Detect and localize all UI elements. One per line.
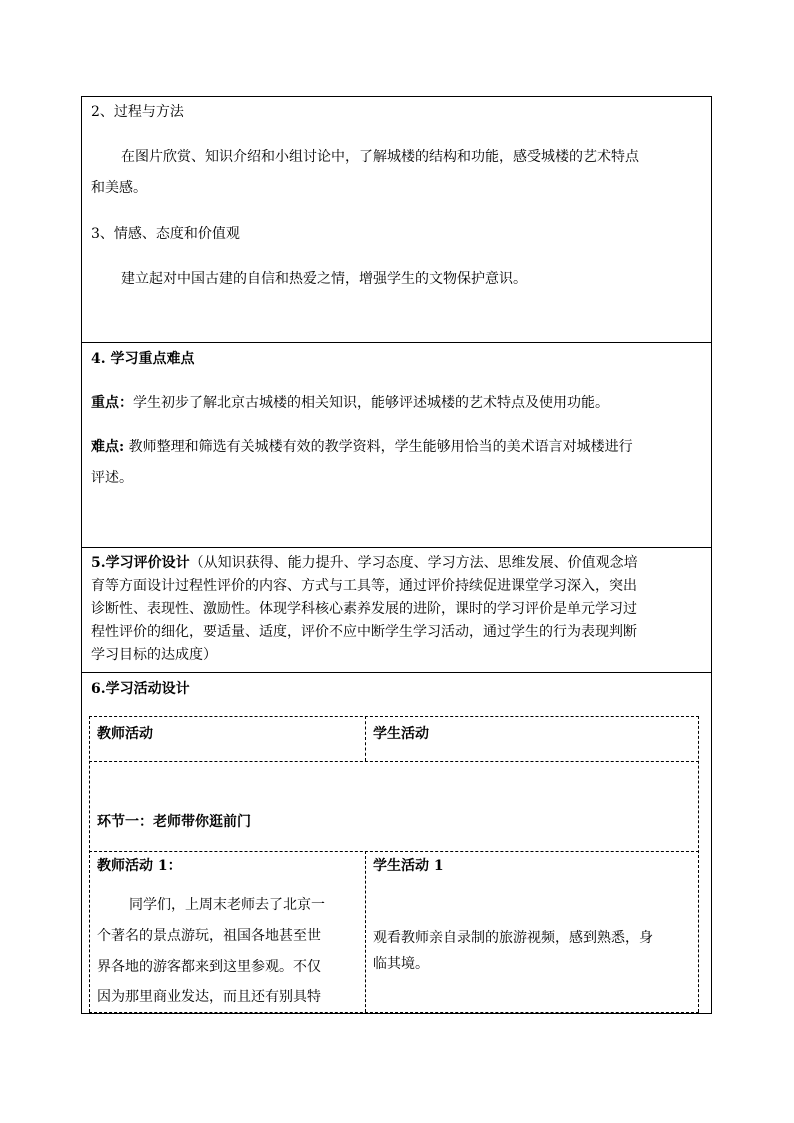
- key-text: 学生初步了解北京古城楼的相关知识，能够评述城楼的艺术特点及使用功能。: [133, 395, 609, 411]
- emotion-heading: 3、情感、态度和价值观: [91, 226, 240, 242]
- difficulty-line1: [91, 440, 633, 454]
- row-divider: [82, 342, 711, 343]
- student-activity-title: 学生活动 1: [373, 858, 444, 874]
- dashed-rule: [89, 851, 699, 852]
- teacher-column-header: 教师活动: [97, 726, 153, 742]
- student-text-line1: 观看教师亲自录制的旅游视频，感到熟悉，身: [373, 930, 653, 946]
- difficulty-label: 难点:: [91, 439, 125, 455]
- dashed-rule: [365, 716, 366, 761]
- stage1-title: 环节一：老师带你逛前门: [97, 814, 251, 830]
- activity-heading: 6.学习活动设计: [91, 681, 190, 697]
- process-heading: 2、过程与方法: [91, 104, 184, 120]
- evaluation-line5: 学习目标的达成度）: [91, 647, 217, 663]
- student-column-header: 学生活动: [373, 726, 429, 742]
- evaluation-heading: 5.学习评价设计: [91, 555, 190, 571]
- key-points-heading: 4. 学习重点难点: [91, 351, 195, 367]
- evaluation-line2: 育等方面设计过程性评价的内容、方式与工具等，通过评价持续促进课堂学习深入，突出: [91, 578, 637, 594]
- activity-table: [89, 713, 699, 1013]
- key-label: 重点：: [91, 395, 133, 411]
- process-line1: 在图片欣赏、知识介绍和小组讨论中，了解城楼的结构和功能，感受城楼的艺术特点: [121, 149, 639, 165]
- row-divider: [82, 672, 711, 673]
- evaluation-line1: [91, 556, 638, 570]
- teacher-text-line4: 因为那里商业发达，而且还有别具特: [97, 989, 321, 1005]
- evaluation-line4: 程性评价的细化，要适量、适度，评价不应中断学生学习活动，通过学生的行为表现判断: [91, 624, 637, 640]
- dashed-rule: [89, 716, 699, 717]
- row-divider: [82, 547, 711, 548]
- dashed-rule: [89, 761, 699, 762]
- teacher-text-line2: 个著名的景点游玩，祖国各地甚至世: [97, 928, 321, 944]
- key-point-line: [91, 396, 609, 410]
- dashed-rule: [89, 716, 90, 1012]
- emotion-line1: 建立起对中国古建的自信和热爱之情，增强学生的文物保护意识。: [121, 271, 527, 287]
- evaluation-intro: （从知识获得、能力提升、学习态度、学习方法、思维发展、价值观念培: [189, 555, 638, 571]
- difficulty-text: 教师整理和筛选有关城楼有效的教学资料，学生能够用恰当的美术语言对城楼进行: [124, 439, 633, 455]
- teacher-text-line1: 同学们，上周末老师去了北京一: [129, 897, 325, 913]
- process-line2: 和美感。: [91, 180, 147, 196]
- dashed-rule: [365, 851, 366, 1012]
- dashed-rule: [89, 1012, 699, 1013]
- difficulty-line2: 评述。: [91, 470, 133, 486]
- teacher-text-line3: 界各地的游客都来到这里参观。不仅: [97, 959, 321, 975]
- student-text-line2: 临其境。: [373, 956, 429, 972]
- teacher-activity-title: 教师活动 1：: [97, 858, 182, 874]
- lesson-plan-table: [81, 96, 712, 1014]
- evaluation-line3: 诊断性、表现性、激励性。体现学科核心素养发展的进阶，课时的学习评价是单元学习过: [91, 601, 637, 617]
- dashed-rule: [698, 716, 699, 1012]
